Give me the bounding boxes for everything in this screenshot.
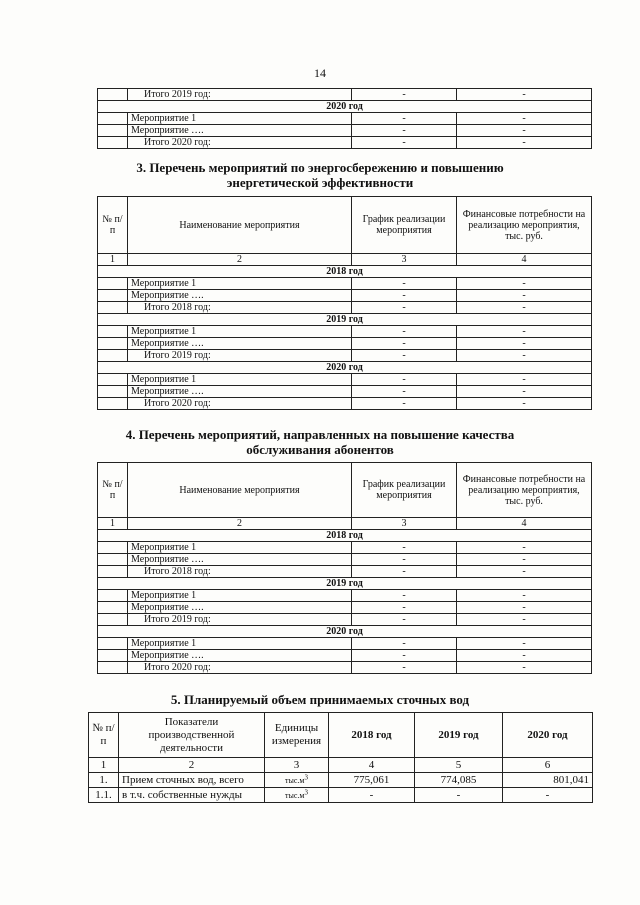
- section-5-table: [88, 712, 593, 803]
- table-row: [98, 338, 592, 350]
- finance-cell: -: [457, 386, 592, 398]
- event-name-cell: Мероприятие ….: [128, 602, 352, 614]
- table-row: [98, 542, 592, 554]
- row-number-cell: [98, 113, 128, 125]
- schedule-cell: -: [352, 638, 457, 650]
- row-number-cell: [98, 137, 128, 149]
- schedule-cell: -: [352, 542, 457, 554]
- row-number-cell: [98, 566, 128, 578]
- schedule-cell: -: [352, 338, 457, 350]
- header-finance: Финансовые потребности на реализацию мероприятия, тыс. руб.: [457, 463, 592, 518]
- row-number-cell: [98, 374, 128, 386]
- header-num: № п/п: [89, 713, 119, 758]
- row-number-cell: [98, 398, 128, 410]
- finance-cell: -: [457, 338, 592, 350]
- row-number-cell: [98, 302, 128, 314]
- column-numbers-row: 1 2 3 4: [98, 254, 592, 266]
- schedule-cell: -: [352, 350, 457, 362]
- finance-cell: -: [457, 590, 592, 602]
- finance-cell: -: [457, 137, 592, 149]
- event-name-cell: Итого 2019 год:: [128, 89, 352, 101]
- year-row: [98, 530, 592, 542]
- column-numbers-row: 1 2 3 4 5 6: [89, 758, 593, 773]
- table-row: [98, 650, 592, 662]
- schedule-cell: -: [352, 137, 457, 149]
- finance-cell: -: [457, 566, 592, 578]
- header-2020: 2020 год: [503, 713, 593, 758]
- header-name: Наименование мероприятия: [128, 463, 352, 518]
- finance-cell: -: [457, 398, 592, 410]
- header-2018: 2018 год: [329, 713, 415, 758]
- section-4-table: [97, 462, 592, 674]
- finance-cell: -: [457, 113, 592, 125]
- event-name-cell: Итого 2020 год:: [128, 662, 352, 674]
- year-label: 2020 год: [98, 101, 592, 113]
- table-row: [98, 125, 592, 137]
- event-name-cell: Мероприятие 1: [128, 113, 352, 125]
- header-unit: Единицы измерения: [265, 713, 329, 758]
- finance-cell: -: [457, 554, 592, 566]
- table-row: [98, 554, 592, 566]
- continuation-table: [97, 88, 592, 149]
- table-row: [98, 278, 592, 290]
- total-row: [98, 89, 592, 101]
- schedule-cell: -: [352, 398, 457, 410]
- page-number: 14: [314, 66, 326, 80]
- schedule-cell: -: [352, 113, 457, 125]
- row-number-cell: [98, 602, 128, 614]
- row-number-cell: [98, 326, 128, 338]
- event-name-cell: Мероприятие ….: [128, 290, 352, 302]
- row-number-cell: [98, 662, 128, 674]
- finance-cell: -: [457, 278, 592, 290]
- table-row: [98, 290, 592, 302]
- year-row: [98, 266, 592, 278]
- finance-cell: -: [457, 125, 592, 137]
- year-row: [98, 626, 592, 638]
- year-label: 2018 год: [98, 530, 592, 542]
- section-3-title: 3. Перечень мероприятий по энергосбережению и повышению энергетической эффективности: [136, 160, 504, 190]
- event-name-cell: Мероприятие ….: [128, 386, 352, 398]
- schedule-cell: -: [352, 566, 457, 578]
- year-label: 2020 год: [98, 626, 592, 638]
- schedule-cell: -: [352, 326, 457, 338]
- finance-cell: -: [457, 89, 592, 101]
- table-row: 1. Прием сточных вод, всего тыс.м3 775,061 774,085 801,041: [89, 773, 593, 788]
- schedule-cell: -: [352, 386, 457, 398]
- event-name-cell: Мероприятие ….: [128, 554, 352, 566]
- section-4-title: 4. Перечень мероприятий, направленных на повышение качества обслуживания абонентов: [125, 427, 515, 457]
- year-row: [98, 314, 592, 326]
- row-number-cell: [98, 650, 128, 662]
- schedule-cell: -: [352, 125, 457, 137]
- table-row: [98, 590, 592, 602]
- table-row: [98, 326, 592, 338]
- year-row: [98, 101, 592, 113]
- finance-cell: -: [457, 662, 592, 674]
- header-schedule: График реализации мероприятия: [352, 197, 457, 254]
- schedule-cell: -: [352, 590, 457, 602]
- event-name-cell: Мероприятие 1: [128, 590, 352, 602]
- row-number-cell: [98, 590, 128, 602]
- table-row: [98, 374, 592, 386]
- schedule-cell: -: [352, 278, 457, 290]
- row-number-cell: [98, 338, 128, 350]
- event-name-cell: Мероприятие 1: [128, 638, 352, 650]
- schedule-cell: -: [352, 89, 457, 101]
- event-name-cell: Мероприятие 1: [128, 542, 352, 554]
- row-number-cell: [98, 278, 128, 290]
- event-name-cell: Мероприятие ….: [128, 338, 352, 350]
- finance-cell: -: [457, 350, 592, 362]
- row-number-cell: [98, 614, 128, 626]
- total-row: [98, 662, 592, 674]
- row-number-cell: [98, 542, 128, 554]
- finance-cell: -: [457, 326, 592, 338]
- header-2019: 2019 год: [415, 713, 503, 758]
- schedule-cell: -: [352, 602, 457, 614]
- row-number-cell: [98, 89, 128, 101]
- row-number-cell: [98, 554, 128, 566]
- table-row: [98, 638, 592, 650]
- section-3-table: [97, 196, 592, 410]
- schedule-cell: -: [352, 374, 457, 386]
- event-name-cell: Итого 2020 год:: [128, 137, 352, 149]
- finance-cell: -: [457, 290, 592, 302]
- section-5-title: 5. Планируемый объем принимаемых сточных вод: [170, 692, 470, 707]
- event-name-cell: Итого 2020 год:: [128, 398, 352, 410]
- year-label: 2018 год: [98, 266, 592, 278]
- schedule-cell: -: [352, 302, 457, 314]
- total-row: [98, 137, 592, 149]
- total-row: [98, 350, 592, 362]
- total-row: [98, 398, 592, 410]
- finance-cell: -: [457, 542, 592, 554]
- event-name-cell: Мероприятие 1: [128, 374, 352, 386]
- total-row: [98, 302, 592, 314]
- schedule-cell: -: [352, 650, 457, 662]
- event-name-cell: Мероприятие 1: [128, 326, 352, 338]
- table-row: [98, 602, 592, 614]
- year-row: [98, 578, 592, 590]
- row-number-cell: [98, 638, 128, 650]
- column-numbers-row: 1 2 3 4: [98, 518, 592, 530]
- event-name-cell: Итого 2018 год:: [128, 302, 352, 314]
- header-indicator: Показатели производственной деятельности: [119, 713, 265, 758]
- table-row: 1.1. в т.ч. собственные нужды тыс.м3 - - -: [89, 788, 593, 803]
- finance-cell: -: [457, 602, 592, 614]
- header-finance: Финансовые потребности на реализацию мероприятия, тыс. руб.: [457, 197, 592, 254]
- header-num: № п/п: [98, 197, 128, 254]
- event-name-cell: Мероприятие 1: [128, 278, 352, 290]
- row-number-cell: [98, 350, 128, 362]
- year-label: 2020 год: [98, 362, 592, 374]
- year-label: 2019 год: [98, 578, 592, 590]
- row-number-cell: [98, 386, 128, 398]
- event-name-cell: Мероприятие ….: [128, 650, 352, 662]
- finance-cell: -: [457, 638, 592, 650]
- table-row: [98, 113, 592, 125]
- header-schedule: График реализации мероприятия: [352, 463, 457, 518]
- row-number-cell: [98, 290, 128, 302]
- row-number-cell: [98, 125, 128, 137]
- schedule-cell: -: [352, 614, 457, 626]
- finance-cell: -: [457, 302, 592, 314]
- header-num: № п/п: [98, 463, 128, 518]
- schedule-cell: -: [352, 662, 457, 674]
- total-row: [98, 614, 592, 626]
- header-name: Наименование мероприятия: [128, 197, 352, 254]
- event-name-cell: Итого 2018 год:: [128, 566, 352, 578]
- schedule-cell: -: [352, 554, 457, 566]
- table-row: [98, 386, 592, 398]
- event-name-cell: Итого 2019 год:: [128, 614, 352, 626]
- schedule-cell: -: [352, 290, 457, 302]
- event-name-cell: Итого 2019 год:: [128, 350, 352, 362]
- finance-cell: -: [457, 650, 592, 662]
- year-label: 2019 год: [98, 314, 592, 326]
- total-row: [98, 566, 592, 578]
- year-row: [98, 362, 592, 374]
- finance-cell: -: [457, 374, 592, 386]
- event-name-cell: Мероприятие ….: [128, 125, 352, 137]
- finance-cell: -: [457, 614, 592, 626]
